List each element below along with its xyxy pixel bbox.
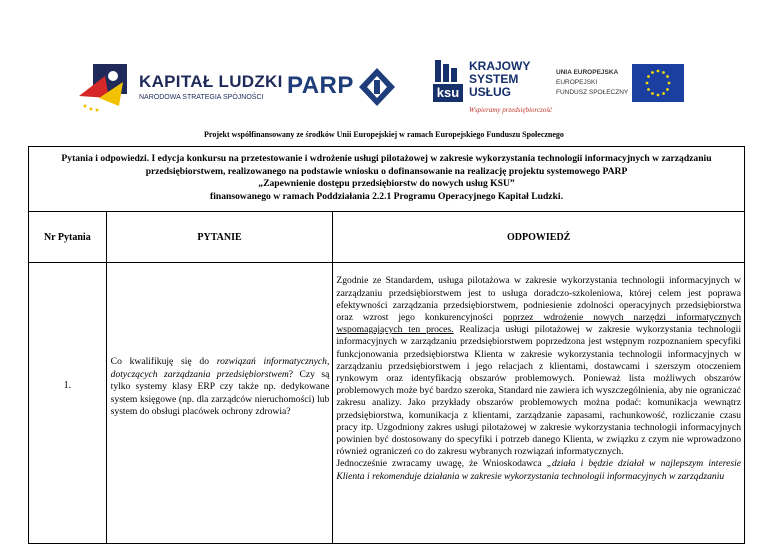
eu-flag-icon: [632, 64, 684, 102]
cofinancing-note: Projekt współfinansowany ze środków Unii Europejskiej w ramach Europejskiego Funduszu Społecznego: [204, 130, 564, 139]
answer-part-a: Zgodnie ze Standardem, usługa pilotażowa w zakresie wykorzystania technologii informacyjnych w zarządzaniu przedsiębiorstwem jest to usługa doradczo-szkoleniowa, której celem jest poprawa efektywności zarządzania przedsiębiorstwem, podniesienie zdolności operacyjnych przedsiębiorstwa oraz wzrost jego konkurencyjności: [336, 275, 741, 323]
column-nr-label: Nr Pytania: [43, 231, 91, 243]
kapital-ludzki-subtitle: NARODOWA STRATEGIA SPÓJNOŚCI: [139, 94, 264, 101]
ksu-abbr: ksu: [433, 84, 463, 102]
answer-cell: [333, 263, 745, 544]
header-line1: Pytania i odpowiedzi. I edycja konkursu na przetestowanie i wdrożenie usługi pilotażowej w zakresie wykorzystania technologii informacyjnych w zarządzaniu: [61, 153, 712, 164]
kapital-ludzki-name: KAPITAŁ LUDZKI: [139, 72, 283, 91]
table-row: [29, 263, 745, 544]
question-cell: [106, 263, 333, 544]
answer-part-e: „działa i będzie działał w najlepszym interesie Klienta i rekomenduje działania w zakresie wykorzystania technologii informacyjnych w zarządzaniu: [336, 458, 741, 482]
eu-line2: EUROPEJSKI: [556, 79, 598, 86]
question-part-c: ? Czy są tylko systemy klasy ERP czy także np. dedykowane system księgowe (np. dla zarządców nieruchomości) lub system do obsługi placówek ochrony zdrowia?: [110, 368, 330, 417]
ksu-emblem-icon: [435, 60, 461, 82]
ksu-tagline: Wspieramy przedsiębiorczość: [469, 106, 553, 114]
column-header-answer: [333, 212, 745, 263]
eu-text: [556, 68, 628, 98]
answer-part-c: Realizacja usługi pilotażowej w zakresie wykorzystania technologii informacyjnych w zarządzaniu przedsiębiorstwem poprzedzona jest wstępnym rozpoznaniem specyfiki funkcjonowania przedsiębiorstwa Klienta w zakresie wykorzystania technologii informacyjnych w zarządzaniu przedsiębiorstwem i jego relacjach z klientami, dostawcami i szerszym otoczeniem rynkowym oraz identyfikacją obszarów problemowych. Ponieważ lista możliwych obszarów problemowych może być bardzo szeroka, Standard nie zawiera ich wyszczególnienia, aby nie ograniczać zakresu analizy. Jako przykłady obszarów problemowych można podać: komunikacja wewnątrz przedsiębiorstwa, komunikacja z klientami, zarządzanie zapasami, rachunkowość, rozliczanie czasu pracy itp. Uzgodniony zakres usługi pilotażowej w zakresie wykorzystania technologii informacyjnych powinien być dostosowany do specyfiki i potrzeb danego Klienta, w związku z czym nie wprowadzono również ograniczeń co do zakresu wybranych rozwiązań informatycznych.: [336, 324, 741, 458]
question-part-b: rozwiązań informatycznych, dotyczących zarządzania przedsiębiorstwem: [110, 356, 330, 380]
answer-part-d: Jednocześnie zwracamy uwagę, że Wnioskodawca: [336, 458, 547, 470]
answer-text: [333, 263, 744, 482]
eu-line1: UNIA EUROPEJSKA: [556, 69, 619, 76]
column-header-question: [106, 212, 333, 263]
ksu-logo: [433, 56, 553, 122]
question-part-a: Co kwalifikuję się do: [110, 356, 217, 368]
question-text: [111, 356, 330, 418]
column-question-label: PYTANIE: [197, 231, 242, 243]
parp-logo: [287, 66, 395, 108]
ksu-line1: KRAJOWY: [469, 59, 531, 73]
eu-line3: FUNDUSZ SPOŁECZNY: [556, 89, 629, 96]
header-line3: „Zapewnienie dostępu przedsiębiorstw do nowych usług KSU”: [258, 178, 515, 190]
ksu-line3: USŁUG: [469, 85, 511, 99]
header-line4: finansowanego w ramach Poddziałania 2.2.1 Programu Operacyjnego Kapitał Ludzki.: [210, 190, 563, 202]
qa-table: [28, 146, 745, 544]
document-header: [29, 147, 745, 212]
kapital-ludzki-logo: [79, 62, 283, 112]
parp-emblem-icon: [359, 68, 395, 106]
logo-bar: [0, 52, 768, 124]
header-line2: przedsiębiorstwem, realizowanego na podstawie wniosku o dofinansowanie na realizację projektu systemowego PARP: [145, 165, 628, 177]
column-answer-label: ODPOWIEDŹ: [507, 231, 571, 243]
column-header-nr: [29, 212, 107, 263]
kapital-ludzki-emblem-icon: [79, 62, 137, 112]
eu-logo: [556, 64, 686, 110]
ksu-name: [469, 60, 530, 99]
answer-part-b: poprzez wdrożenie nowych narzędzi informatycznych wspomagających ten proces.: [336, 311, 741, 336]
row-number-cell: [29, 263, 107, 544]
ksu-line2: SYSTEM: [469, 72, 519, 86]
parp-name: PARP: [287, 72, 354, 99]
row-number: 1.: [63, 380, 72, 392]
